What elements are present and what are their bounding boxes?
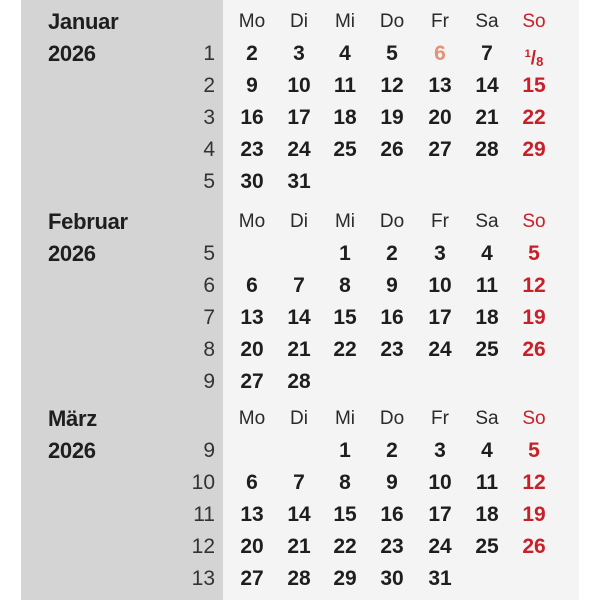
date-cell: 18 xyxy=(333,106,357,129)
date-cell: 22 xyxy=(333,338,357,361)
date-cell: 24 xyxy=(428,535,452,558)
weekday-header: Di xyxy=(290,11,308,32)
sunday-date: 19 xyxy=(522,503,546,526)
sunday-date xyxy=(514,42,554,74)
weekday-header: Di xyxy=(290,211,308,232)
weekday-header: Di xyxy=(290,408,308,429)
sunday-date: 12 xyxy=(522,471,546,494)
week-number: 9 xyxy=(203,439,215,462)
date-cell: 15 xyxy=(333,306,357,329)
date-cell: 30 xyxy=(240,170,264,193)
date-cell: 25 xyxy=(475,338,499,361)
date-cell: 20 xyxy=(240,338,264,361)
week-number: 7 xyxy=(203,306,215,329)
week-number: 10 xyxy=(191,471,215,494)
date-cell: 22 xyxy=(333,535,357,558)
weekday-header: Sa xyxy=(475,11,499,32)
date-cell: 3 xyxy=(293,42,305,65)
date-cell: 14 xyxy=(287,306,311,329)
date-cell: 23 xyxy=(240,138,264,161)
date-cell: 20 xyxy=(428,106,452,129)
month-year: 2026 xyxy=(48,241,96,266)
date-cell: 28 xyxy=(475,138,499,161)
month-name: Januar xyxy=(48,9,119,34)
date-cell: 10 xyxy=(287,74,311,97)
month-name: März xyxy=(48,406,97,431)
date-cell: 11 xyxy=(475,471,499,494)
weekday-header: So xyxy=(522,11,546,32)
date-cell: 27 xyxy=(428,138,452,161)
date-cell: 25 xyxy=(475,535,499,558)
date-cell: 17 xyxy=(428,503,452,526)
sunday-date: 15 xyxy=(522,74,546,97)
date-cell: 2 xyxy=(246,42,258,65)
date-cell: 11 xyxy=(475,274,499,297)
date-cell: 8 xyxy=(339,274,351,297)
weekday-header: Mi xyxy=(334,211,356,232)
sunday-date: 19 xyxy=(522,306,546,329)
week-number: 13 xyxy=(191,567,215,590)
date-cell: 13 xyxy=(240,503,264,526)
week-number: 6 xyxy=(203,274,215,297)
double-date-label: $^1/_8$ xyxy=(524,48,544,69)
date-cell: 24 xyxy=(287,138,311,161)
date-cell: 7 xyxy=(481,42,493,65)
date-cell: 16 xyxy=(380,503,404,526)
date-cell: 7 xyxy=(293,274,305,297)
month-year: 2026 xyxy=(48,41,96,66)
weekday-header: Mo xyxy=(238,211,266,232)
week-number: 4 xyxy=(203,138,215,161)
week-number: 5 xyxy=(203,170,215,193)
date-cell: 23 xyxy=(380,338,404,361)
date-cell: 31 xyxy=(287,170,311,193)
date-cell: 30 xyxy=(380,567,404,590)
date-cell: 13 xyxy=(428,74,452,97)
date-cell: 10 xyxy=(428,274,452,297)
date-cell: 8 xyxy=(339,471,351,494)
week-number: 9 xyxy=(203,370,215,393)
weekday-header: Fr xyxy=(431,11,449,32)
date-cell: 27 xyxy=(240,370,264,393)
date-cell: 24 xyxy=(428,338,452,361)
date-cell: 12 xyxy=(380,74,404,97)
date-cell: 15 xyxy=(333,503,357,526)
date-cell: 5 xyxy=(386,42,398,65)
sunday-date: 22 xyxy=(522,106,546,129)
date-cell: 17 xyxy=(428,306,452,329)
date-cell: 19 xyxy=(380,106,404,129)
date-cell: 3 xyxy=(434,242,446,265)
date-cell: 17 xyxy=(287,106,311,129)
date-cell: 11 xyxy=(333,74,357,97)
weekday-header: So xyxy=(522,408,546,429)
date-cell: 27 xyxy=(240,567,264,590)
sunday-date: 26 xyxy=(522,338,546,361)
date-cell: 28 xyxy=(287,370,311,393)
date-cell: 7 xyxy=(293,471,305,494)
date-cell: 18 xyxy=(475,306,499,329)
sunday-date: 29 xyxy=(522,138,546,161)
week-number: 1 xyxy=(203,42,215,65)
week-number: 2 xyxy=(203,74,215,97)
date-cell: 25 xyxy=(333,138,357,161)
weekday-header: Fr xyxy=(431,211,449,232)
date-cell: 28 xyxy=(287,567,311,590)
date-cell: 16 xyxy=(240,106,264,129)
date-cell: 6 xyxy=(246,471,258,494)
date-cell: 6 xyxy=(434,42,446,65)
weekday-header: Mi xyxy=(334,408,356,429)
date-cell: 16 xyxy=(380,306,404,329)
date-cell: 1 xyxy=(339,242,351,265)
date-cell: 21 xyxy=(475,106,499,129)
date-cell: 18 xyxy=(475,503,499,526)
date-cell: 31 xyxy=(428,567,452,590)
weekday-header: Sa xyxy=(475,408,499,429)
sunday-date: 5 xyxy=(528,242,540,265)
sunday-date: 12 xyxy=(522,274,546,297)
date-cell: 9 xyxy=(386,471,398,494)
weekday-header: Mi xyxy=(334,11,356,32)
weekday-header: So xyxy=(522,211,546,232)
week-number: 12 xyxy=(191,535,215,558)
date-cell: 14 xyxy=(287,503,311,526)
sunday-date: 5 xyxy=(528,439,540,462)
weekday-header: Sa xyxy=(475,211,499,232)
date-cell: 6 xyxy=(246,274,258,297)
date-cell: 14 xyxy=(475,74,499,97)
weekday-header: Do xyxy=(379,211,405,232)
date-cell: 9 xyxy=(246,74,258,97)
date-cell: 10 xyxy=(428,471,452,494)
date-cell: 2 xyxy=(386,242,398,265)
date-cell: 20 xyxy=(240,535,264,558)
week-number: 11 xyxy=(193,503,215,526)
weekday-header: Mo xyxy=(238,11,266,32)
weekday-header: Do xyxy=(379,408,405,429)
date-cell: 2 xyxy=(386,439,398,462)
date-cell: 4 xyxy=(481,242,493,265)
date-cell: 23 xyxy=(380,535,404,558)
date-cell: 1 xyxy=(339,439,351,462)
month-year: 2026 xyxy=(48,438,96,463)
date-cell: 3 xyxy=(434,439,446,462)
weekday-header: Do xyxy=(379,11,405,32)
date-cell: 21 xyxy=(287,338,311,361)
date-cell: 4 xyxy=(481,439,493,462)
weekday-header: Mo xyxy=(238,408,266,429)
month-name: Februar xyxy=(48,209,128,234)
week-number: 3 xyxy=(203,106,215,129)
date-cell: 29 xyxy=(333,567,357,590)
sunday-date: 26 xyxy=(522,535,546,558)
date-cell: 26 xyxy=(380,138,404,161)
week-number: 8 xyxy=(203,338,215,361)
date-cell: 21 xyxy=(287,535,311,558)
week-number: 5 xyxy=(203,242,215,265)
date-cell: 4 xyxy=(339,42,351,65)
date-cell: 13 xyxy=(240,306,264,329)
weekday-header: Fr xyxy=(431,408,449,429)
date-cell: 9 xyxy=(386,274,398,297)
